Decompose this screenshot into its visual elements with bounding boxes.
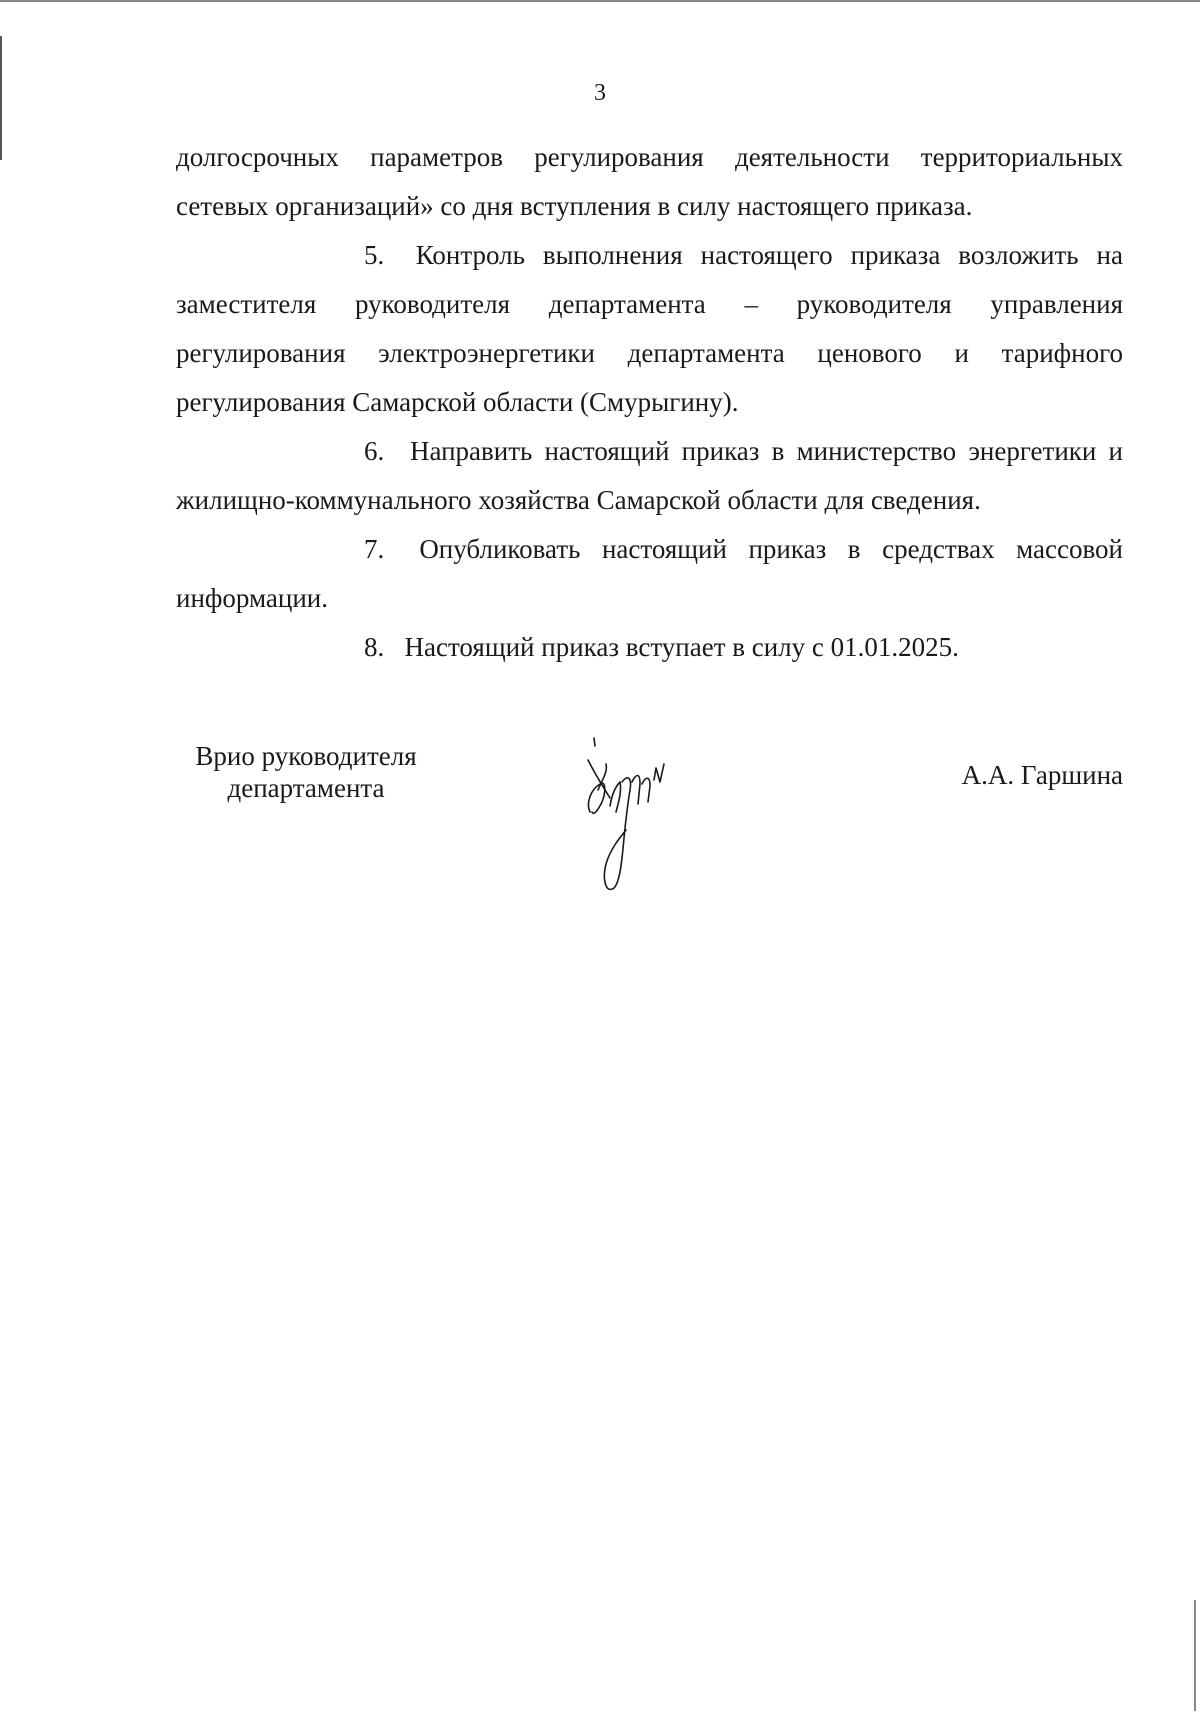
paragraph-continuation [176,133,1123,231]
document-body [176,133,1123,672]
paragraph-number: 8. [364,632,398,662]
signer-position [176,740,436,804]
signer-position-line-2: департамента [227,773,385,803]
signer-name: А.А. Гаршина [961,760,1123,790]
paragraph-item-7 [176,525,1123,623]
paragraph-item-6 [176,427,1123,525]
paragraph-item-8 [176,623,1123,672]
paragraph-text: Направить настоящий приказ в министерство энергетики и жилищно-коммунального хозяйства Самарской области для сведения. [176,436,1123,515]
scan-edge-right [1194,1600,1196,1711]
paragraph-number: 5. [364,240,398,270]
paragraph-number: 7. [364,534,398,564]
scan-edge-top [0,0,1200,2]
handwritten-signature [576,720,696,910]
paragraph-text: долгосрочных параметров регулирования деятельности территориальных сетевых организаций» со дня вступления в силу настоящего приказа. [176,142,1123,221]
paragraph-text: Опубликовать настоящий приказ в средствах массовой информации. [176,534,1124,613]
signature-block [176,740,1123,920]
signer-position-line-1: Врио руководителя [195,741,417,771]
paragraph-text: Контроль выполнения настоящего приказа возложить на заместителя руководителя департамента – руководителя управления регулирования электроэнергетики департамента ценового и тарифного регулирования Самарской области (Смурыгину). [176,240,1123,417]
paragraph-number: 6. [364,436,398,466]
paragraph-text: Настоящий приказ вступает в силу с 01.01.2025. [404,632,959,662]
paragraph-item-5 [176,231,1123,427]
page-number: 3 [594,80,606,106]
